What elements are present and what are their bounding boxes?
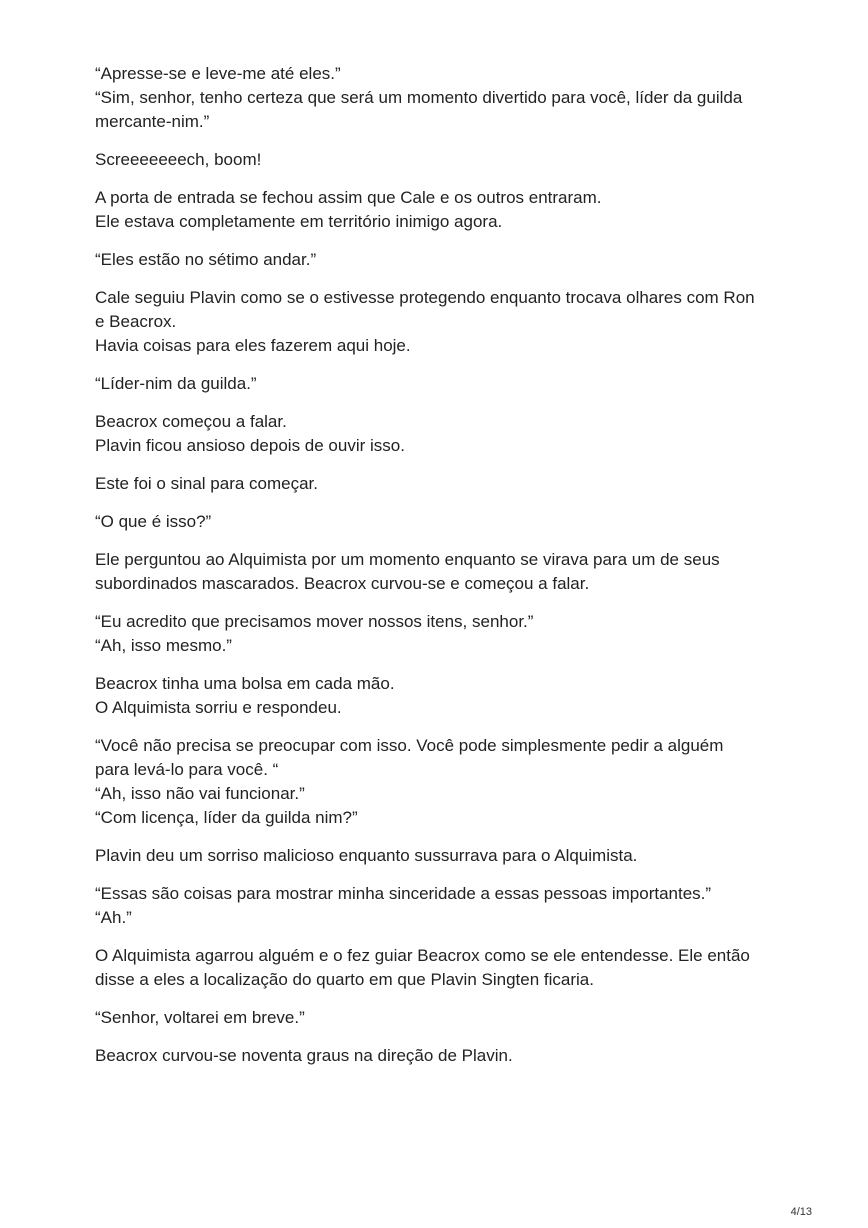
text-line: O Alquimista sorriu e respondeu. xyxy=(95,698,342,717)
paragraph xyxy=(95,62,785,134)
text-line: para levá-lo para você. “ xyxy=(95,760,279,779)
text-line: A porta de entrada se fechou assim que Cale e os outros entraram. xyxy=(95,188,602,207)
text-line: “Eles estão no sétimo andar.” xyxy=(95,250,317,269)
paragraph xyxy=(95,610,785,658)
paragraph xyxy=(95,286,785,358)
paragraph xyxy=(95,1044,785,1068)
paragraph xyxy=(95,734,785,830)
text-line: Ele perguntou ao Alquimista por um momento enquanto se virava para um de seus xyxy=(95,550,720,569)
text-line: Plavin deu um sorriso malicioso enquanto sussurrava para o Alquimista. xyxy=(95,846,638,865)
text-line: “Essas são coisas para mostrar minha sinceridade a essas pessoas importantes.” xyxy=(95,884,712,903)
text-line: Ele estava completamente em território inimigo agora. xyxy=(95,212,503,231)
text-line: “Eu acredito que precisamos mover nossos itens, senhor.” xyxy=(95,612,534,631)
paragraph xyxy=(95,148,785,172)
paragraph xyxy=(95,1006,785,1030)
paragraph xyxy=(95,410,785,458)
page-number: 4/13 xyxy=(790,1206,812,1218)
text-line: Havia coisas para eles fazerem aqui hoje. xyxy=(95,336,411,355)
text-line: Screeeeeeech, boom! xyxy=(95,150,262,169)
text-line: O Alquimista agarrou alguém e o fez guiar Beacrox como se ele entendesse. Ele então xyxy=(95,946,750,965)
text-line: “O que é isso?” xyxy=(95,512,212,531)
text-line: “Com licença, líder da guilda nim?” xyxy=(95,808,358,827)
paragraph xyxy=(95,248,785,272)
text-line: Beacrox tinha uma bolsa em cada mão. xyxy=(95,674,395,693)
text-line: Beacrox curvou-se noventa graus na direção de Plavin. xyxy=(95,1046,513,1065)
text-line: “Ah.” xyxy=(95,908,132,927)
paragraph xyxy=(95,510,785,534)
text-line: disse a eles a localização do quarto em que Plavin Singten ficaria. xyxy=(95,970,594,989)
paragraph xyxy=(95,548,785,596)
text-line: “Você não precisa se preocupar com isso. Você pode simplesmente pedir a alguém xyxy=(95,736,724,755)
text-line: “Ah, isso mesmo.” xyxy=(95,636,232,655)
paragraph xyxy=(95,186,785,234)
paragraph xyxy=(95,882,785,930)
text-line: “Apresse-se e leve-me até eles.” xyxy=(95,64,341,83)
paragraph xyxy=(95,944,785,992)
text-line: “Senhor, voltarei em breve.” xyxy=(95,1008,305,1027)
text-line: mercante-nim.” xyxy=(95,112,210,131)
text-line: Cale seguiu Plavin como se o estivesse protegendo enquanto trocava olhares com Ron xyxy=(95,288,755,307)
document-body xyxy=(95,62,785,1082)
text-line: e Beacrox. xyxy=(95,312,177,331)
paragraph xyxy=(95,844,785,868)
paragraph xyxy=(95,372,785,396)
text-line: “Sim, senhor, tenho certeza que será um momento divertido para você, líder da guilda xyxy=(95,88,743,107)
paragraph xyxy=(95,472,785,496)
text-line: Beacrox começou a falar. xyxy=(95,412,287,431)
text-line: “Líder-nim da guilda.” xyxy=(95,374,257,393)
text-line: subordinados mascarados. Beacrox curvou-se e começou a falar. xyxy=(95,574,590,593)
paragraph xyxy=(95,672,785,720)
text-line: Plavin ficou ansioso depois de ouvir isso. xyxy=(95,436,405,455)
text-line: Este foi o sinal para começar. xyxy=(95,474,319,493)
text-line: “Ah, isso não vai funcionar.” xyxy=(95,784,305,803)
